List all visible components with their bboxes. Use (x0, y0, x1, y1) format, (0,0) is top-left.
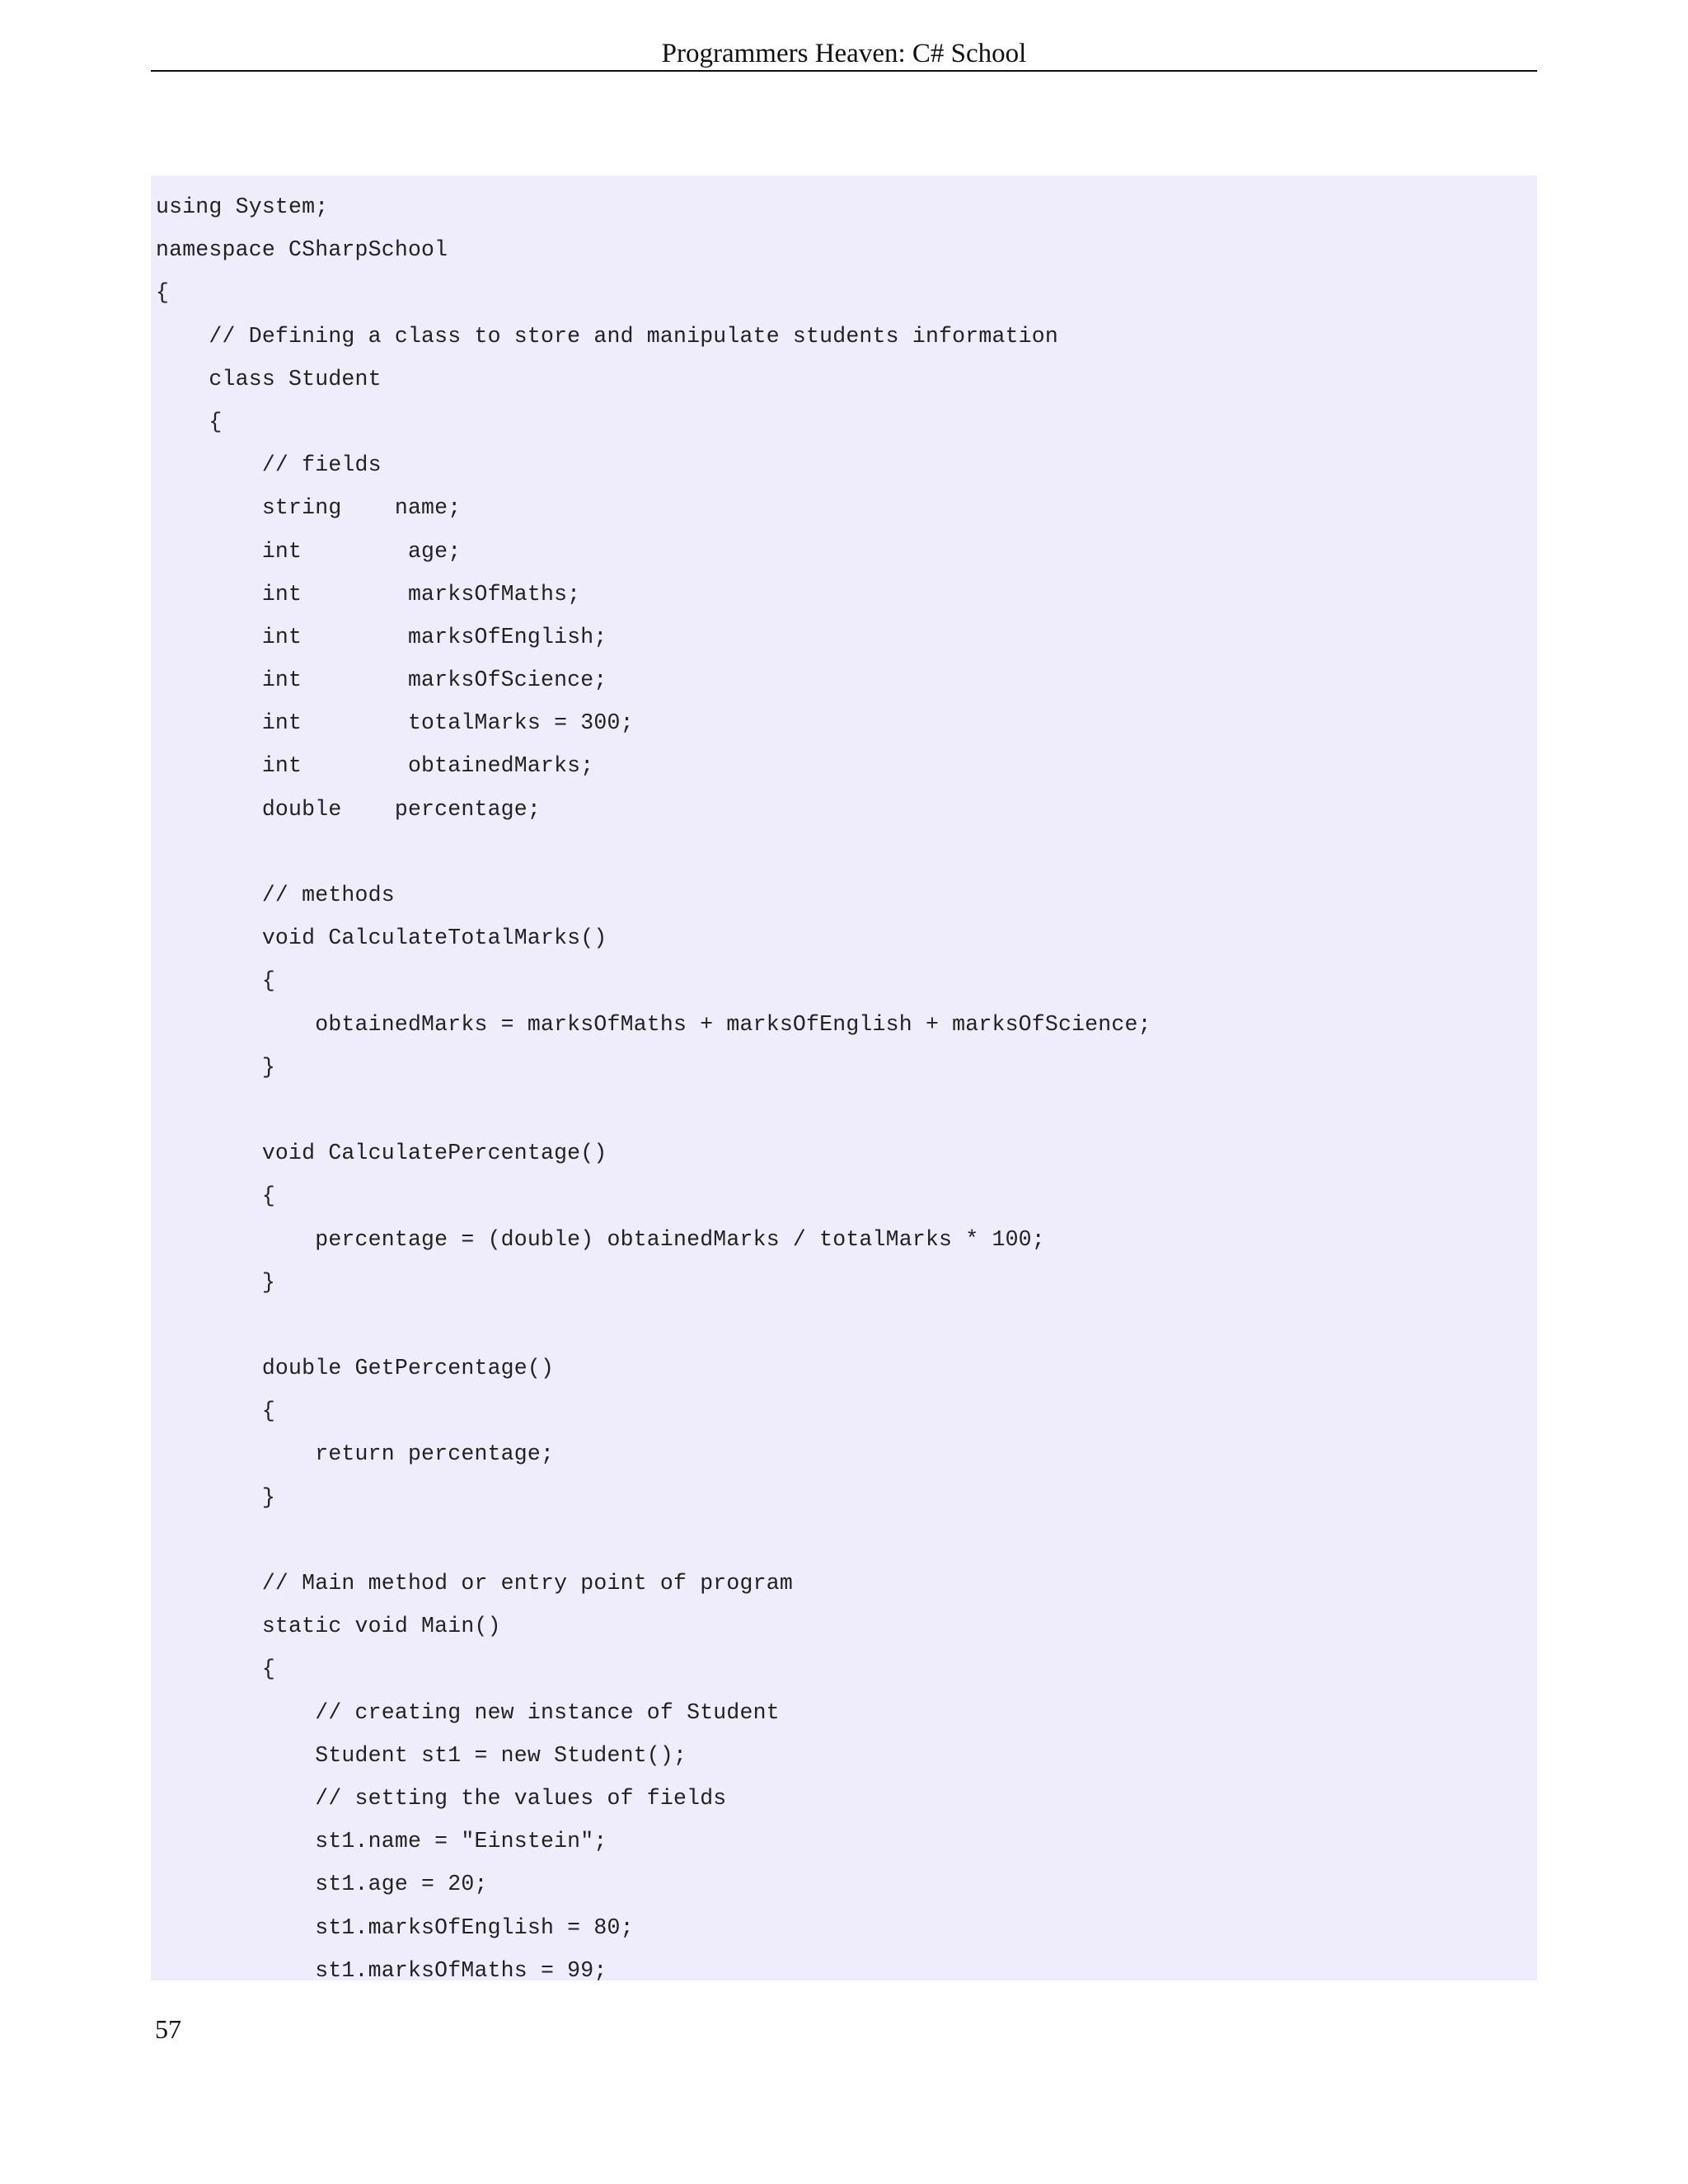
code-line: // creating new instance of Student (156, 1699, 780, 1725)
code-line: static void Main() (156, 1614, 501, 1639)
code-line: { (156, 968, 275, 994)
code-line: int age; (156, 538, 462, 564)
code-line: } (156, 1054, 275, 1080)
code-line (156, 1304, 1537, 1347)
code-line: string name; (156, 495, 462, 521)
code-line: void CalculatePercentage() (156, 1141, 607, 1166)
code-line: { (156, 1657, 275, 1682)
code-line: // Main method or entry point of program (156, 1571, 793, 1596)
code-line: // Defining a class to store and manipulate students information (156, 323, 1058, 349)
code-line: } (156, 1484, 275, 1510)
code-line: return percentage; (156, 1441, 555, 1467)
code-line: { (156, 409, 223, 434)
code-line: class Student (156, 366, 382, 391)
code-line: // fields (156, 452, 382, 478)
code-line: // methods (156, 883, 395, 907)
code-line: double GetPercentage() (156, 1356, 555, 1381)
code-line: st1.marksOfMaths = 99; (156, 1957, 607, 1980)
code-line: int totalMarks = 300; (156, 710, 634, 736)
code-line: int marksOfMaths; (156, 581, 581, 607)
code-listing (151, 176, 1537, 1980)
code-line: int obtainedMarks; (156, 753, 594, 779)
code-line (156, 1089, 1537, 1132)
code-line: st1.marksOfEnglish = 80; (156, 1915, 634, 1940)
code-line: // setting the values of fields (156, 1785, 727, 1811)
code-line: percentage = (double) obtainedMarks / totalMarks * 100; (156, 1226, 1045, 1252)
code-line: obtainedMarks = marksOfMaths + marksOfEnglish + marksOfScience; (156, 1011, 1151, 1037)
code-line: st1.age = 20; (156, 1872, 488, 1897)
page-header-title: Programmers Heaven: C# School (661, 39, 1027, 68)
code-line: { (156, 280, 170, 306)
code-line: st1.name = "Einstein"; (156, 1829, 607, 1854)
header-divider (151, 70, 1537, 72)
code-line: { (156, 1399, 275, 1424)
code-line (156, 1519, 1537, 1562)
code-line (156, 831, 1537, 874)
code-line: int marksOfScience; (156, 668, 607, 693)
page-number: 57 (155, 2014, 181, 2044)
code-line: } (156, 1269, 275, 1295)
code-line: Student st1 = new Student(); (156, 1742, 687, 1768)
code-line: void CalculateTotalMarks() (156, 926, 607, 951)
code-line: { (156, 1183, 275, 1209)
code-line: int marksOfEnglish; (156, 624, 607, 649)
code-line: namespace CSharpSchool (156, 237, 448, 263)
code-line: using System; (156, 194, 329, 219)
code-line: double percentage; (156, 796, 541, 822)
